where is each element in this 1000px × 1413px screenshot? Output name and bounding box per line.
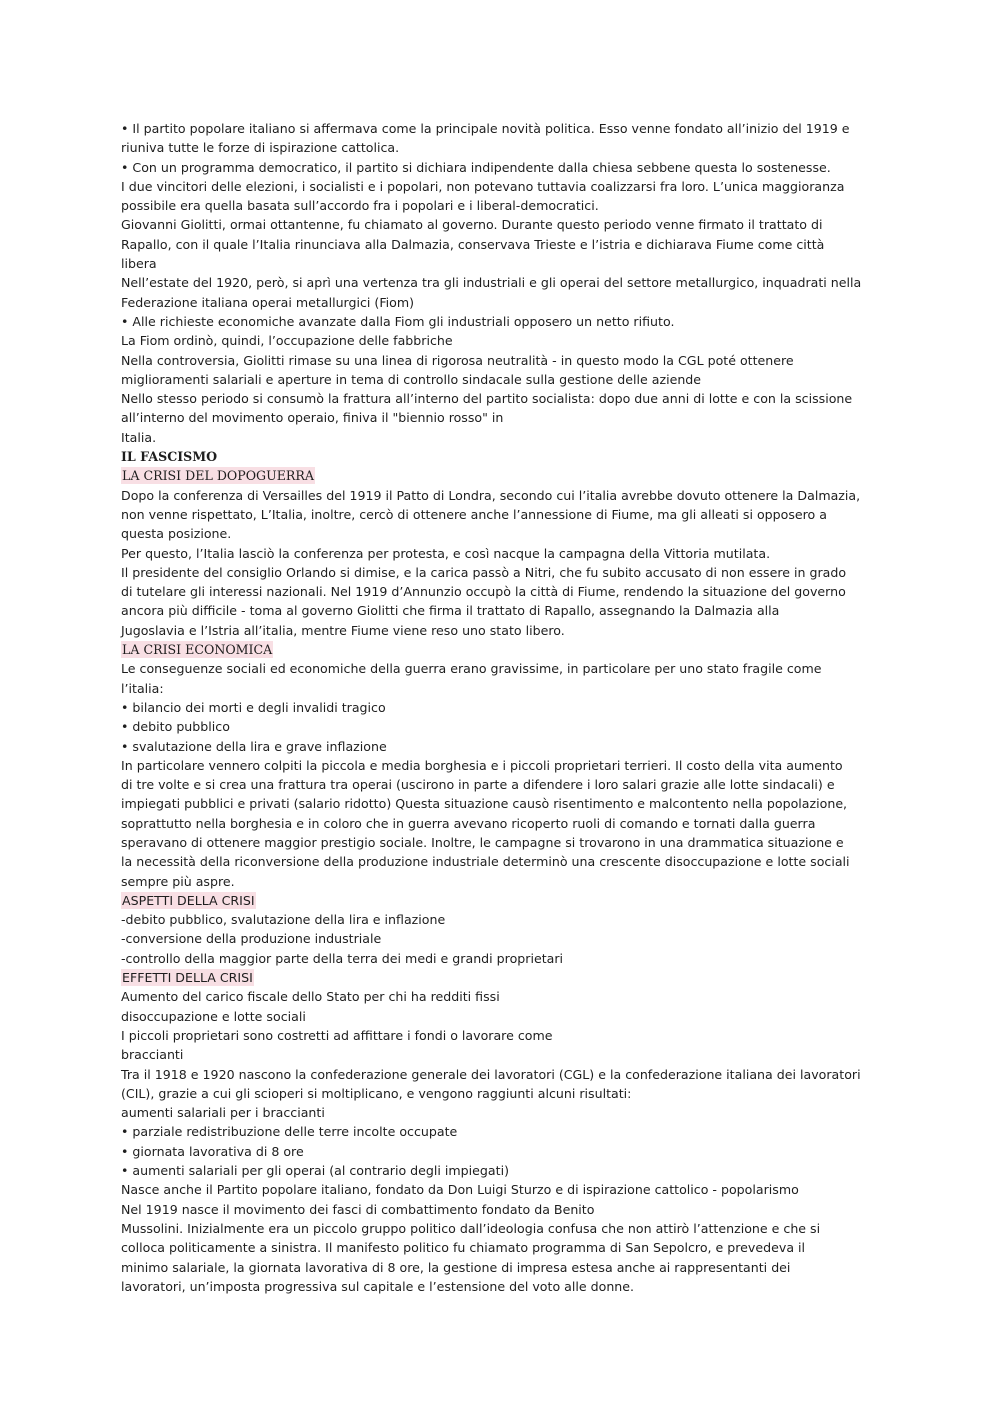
- text-line: • Alle richieste economiche avanzate dalla Fiom gli industriali opposero un netto rifiuto.: [121, 313, 675, 329]
- list-item: • parziale redistribuzione delle terre incolte occupate: [121, 1124, 458, 1140]
- text-line: speravano di ottenere maggior prestigio sociale. Inoltre, le campagne si trovarono in una drammatica situazione e: [121, 834, 844, 850]
- text-line: disoccupazione e lotte sociali: [121, 1008, 306, 1024]
- text-line: Nella controversia, Giolitti rimase su una linea di rigorosa neutralità - in questo modo la CGL poté ottenere: [121, 352, 794, 368]
- text-line: aumenti salariali per i braccianti: [121, 1105, 325, 1121]
- text-line: minimo salariale, la giornata lavorativa di 8 ore, la gestione di impresa estesa anche ai rappresentanti dei: [121, 1259, 791, 1275]
- text-line: La Fiom ordinò, quindi, l’occupazione delle fabbriche: [121, 333, 453, 349]
- text-line: Nel 1919 nasce il movimento dei fasci di combattimento fondato da Benito: [121, 1201, 595, 1217]
- text-line: miglioramenti salariali e aperture in tema di controllo sindacale sulla gestione delle aziende: [121, 371, 702, 387]
- section-heading: LA CRISI ECONOMICA: [122, 642, 273, 658]
- text-line: • Con un programma democratico, il partito si dichiara indipendente dalla chiesa sebbene questa lo sostenesse.: [121, 159, 831, 175]
- heading-line: [121, 891, 881, 910]
- text-line: Il presidente del consiglio Orlando si dimise, e la carica passò a Nitri, che fu subito accusato di non essere in grado: [121, 564, 847, 580]
- text-line: lavoratori, un’imposta progressiva sul capitale e l’estensione del voto alle donne.: [121, 1278, 635, 1294]
- heading-line: [121, 447, 881, 466]
- text-line: colloca politicamente a sinistra. Il manifesto politico fu chiamato programma di San Sepolcro, e prevedeva il: [121, 1240, 806, 1256]
- list-item: • aumenti salariali per gli operai (al contrario degli impiegati): [121, 1163, 509, 1179]
- text-line: l’italia:: [121, 680, 164, 696]
- text-line: (CIL), grazie a cui gli scioperi si moltiplicano, e vengono raggiunti alcuni risultati:: [121, 1085, 632, 1101]
- text-line: questa posizione.: [121, 526, 232, 542]
- section-heading: EFFETTI DELLA CRISI: [122, 970, 253, 986]
- heading-line: [121, 968, 881, 987]
- section-heading: LA CRISI DEL DOPOGUERRA: [122, 468, 314, 484]
- text-line: Rapallo, con il quale l’Italia rinunciava alla Dalmazia, conservava Trieste e l’istria e dichiarava Fiume come città: [121, 236, 825, 252]
- text-line: impiegati pubblici e privati (salario ridotto) Questa situazione causò risentimento e malcontento nella popolazione,: [121, 796, 848, 812]
- text-line: libera: [121, 256, 157, 272]
- text-line: Italia.: [121, 429, 157, 445]
- text-line: riuniva tutte le forze di ispirazione cattolica.: [121, 140, 400, 156]
- text-line: Federazione italiana operai metallurgici (Fiom): [121, 294, 415, 310]
- text-line: Le conseguenze sociali ed economiche della guerra erano gravissime, in particolare per uno stato fragile come: [121, 661, 822, 677]
- text-line: di tutelare gli interessi nazionali. Nel 1919 d’Annunzio occupò la città di Fiume, rendendo la situazione del governo: [121, 584, 846, 600]
- text-line: possibile era quella basata sull’accordo fra i popolari e i liberal-democratici.: [121, 198, 599, 214]
- text-line: soprattutto nella borghesia e in coloro che in guerra avevano ricoperto ruoli di comando e tornati dalla guerra: [121, 815, 816, 831]
- text-line: braccianti: [121, 1047, 184, 1063]
- section-heading: ASPETTI DELLA CRISI: [122, 892, 255, 908]
- list-item: -controllo della maggior parte della terra dei medi e grandi proprietari: [121, 950, 564, 966]
- text-line: Jugoslavia e l’Istria all’italia, mentre Fiume viene reso uno stato libero.: [121, 622, 565, 638]
- text-line: Nasce anche il Partito popolare italiano, fondato da Don Luigi Sturzo e di ispirazione cattolico - popolarismo: [121, 1182, 799, 1198]
- text-line: Nell’estate del 1920, però, si aprì una vertenza tra gli industriali e gli operai del settore metallurgico, inquadrati nella: [121, 275, 862, 291]
- list-item: • giornata lavorativa di 8 ore: [121, 1143, 304, 1159]
- heading-line: [121, 466, 881, 485]
- text-line: la necessità della riconversione della produzione industriale determinò una crescente disoccupazione e lotte sociali: [121, 854, 850, 870]
- text-line: Aumento del carico fiscale dello Stato per chi ha redditi fissi: [121, 989, 500, 1005]
- document-body: [121, 119, 881, 1296]
- text-line: di tre volte e si crea una frattura tra operai (uscirono in parte a difendere i loro salari grazie alle lotte sindacali) e: [121, 777, 835, 793]
- list-item: -debito pubblico, svalutazione della lira e inflazione: [121, 912, 446, 928]
- text-line: I due vincitori delle elezioni, i socialisti e i popolari, non potevano tuttavia coalizzarsi fra loro. L’unica maggioranza: [121, 178, 845, 194]
- chapter-title: IL FASCISMO: [121, 449, 218, 465]
- text-line: • Il partito popolare italiano si affermava come la principale novità politica. Esso venne fondato all’inizio del 1919 e: [121, 121, 850, 136]
- text-line: non venne rispettato, L’Italia, inoltre, cercò di ottenere anche l’annessione di Fiume, ma gli alleati si opposero a: [121, 506, 827, 522]
- text-line: sempre più aspre.: [121, 873, 235, 889]
- text-line: Tra il 1918 e 1920 nascono la confederazione generale dei lavoratori (CGL) e la confederazione italiana dei lavoratori: [121, 1066, 861, 1082]
- text-line: Nello stesso periodo si consumò la frattura all’interno del partito socialista: dopo due anni di lotte e con la scissione: [121, 391, 853, 407]
- text-line: Dopo la conferenza di Versailles del 1919 il Patto di Londra, secondo cui l’italia avrebbe dovuto ottenere la Dalmazia,: [121, 487, 861, 503]
- list-item: • svalutazione della lira e grave inflazione: [121, 738, 387, 754]
- text-line: In particolare vennero colpiti la piccola e media borghesia e i piccoli proprietari terrieri. Il costo della vita aumento: [121, 757, 843, 773]
- text-line: Mussolini. Inizialmente era un piccolo gruppo politico dall’ideologia confusa che non attirò l’attenzione e che si: [121, 1220, 821, 1236]
- list-item: • bilancio dei morti e degli invalidi tragico: [121, 699, 386, 715]
- text-line: I piccoli proprietari sono costretti ad affittare i fondi o lavorare come: [121, 1027, 553, 1043]
- list-item: -conversione della produzione industriale: [121, 931, 382, 947]
- heading-line: [121, 640, 881, 659]
- list-item: • debito pubblico: [121, 719, 230, 735]
- text-line: Giovanni Giolitti, ormai ottantenne, fu chiamato al governo. Durante questo periodo venne firmato il trattato di: [121, 217, 823, 233]
- text-line: all’interno del movimento operaio, finiva il "biennio rosso" in: [121, 410, 504, 426]
- text-line: Per questo, l’Italia lasciò la conferenza per protesta, e così nacque la campagna della Vittoria mutilata.: [121, 545, 771, 561]
- text-line: ancora più difficile - toma al governo Giolitti che firma il trattato di Rapallo, assegnando la Dalmazia alla: [121, 603, 780, 619]
